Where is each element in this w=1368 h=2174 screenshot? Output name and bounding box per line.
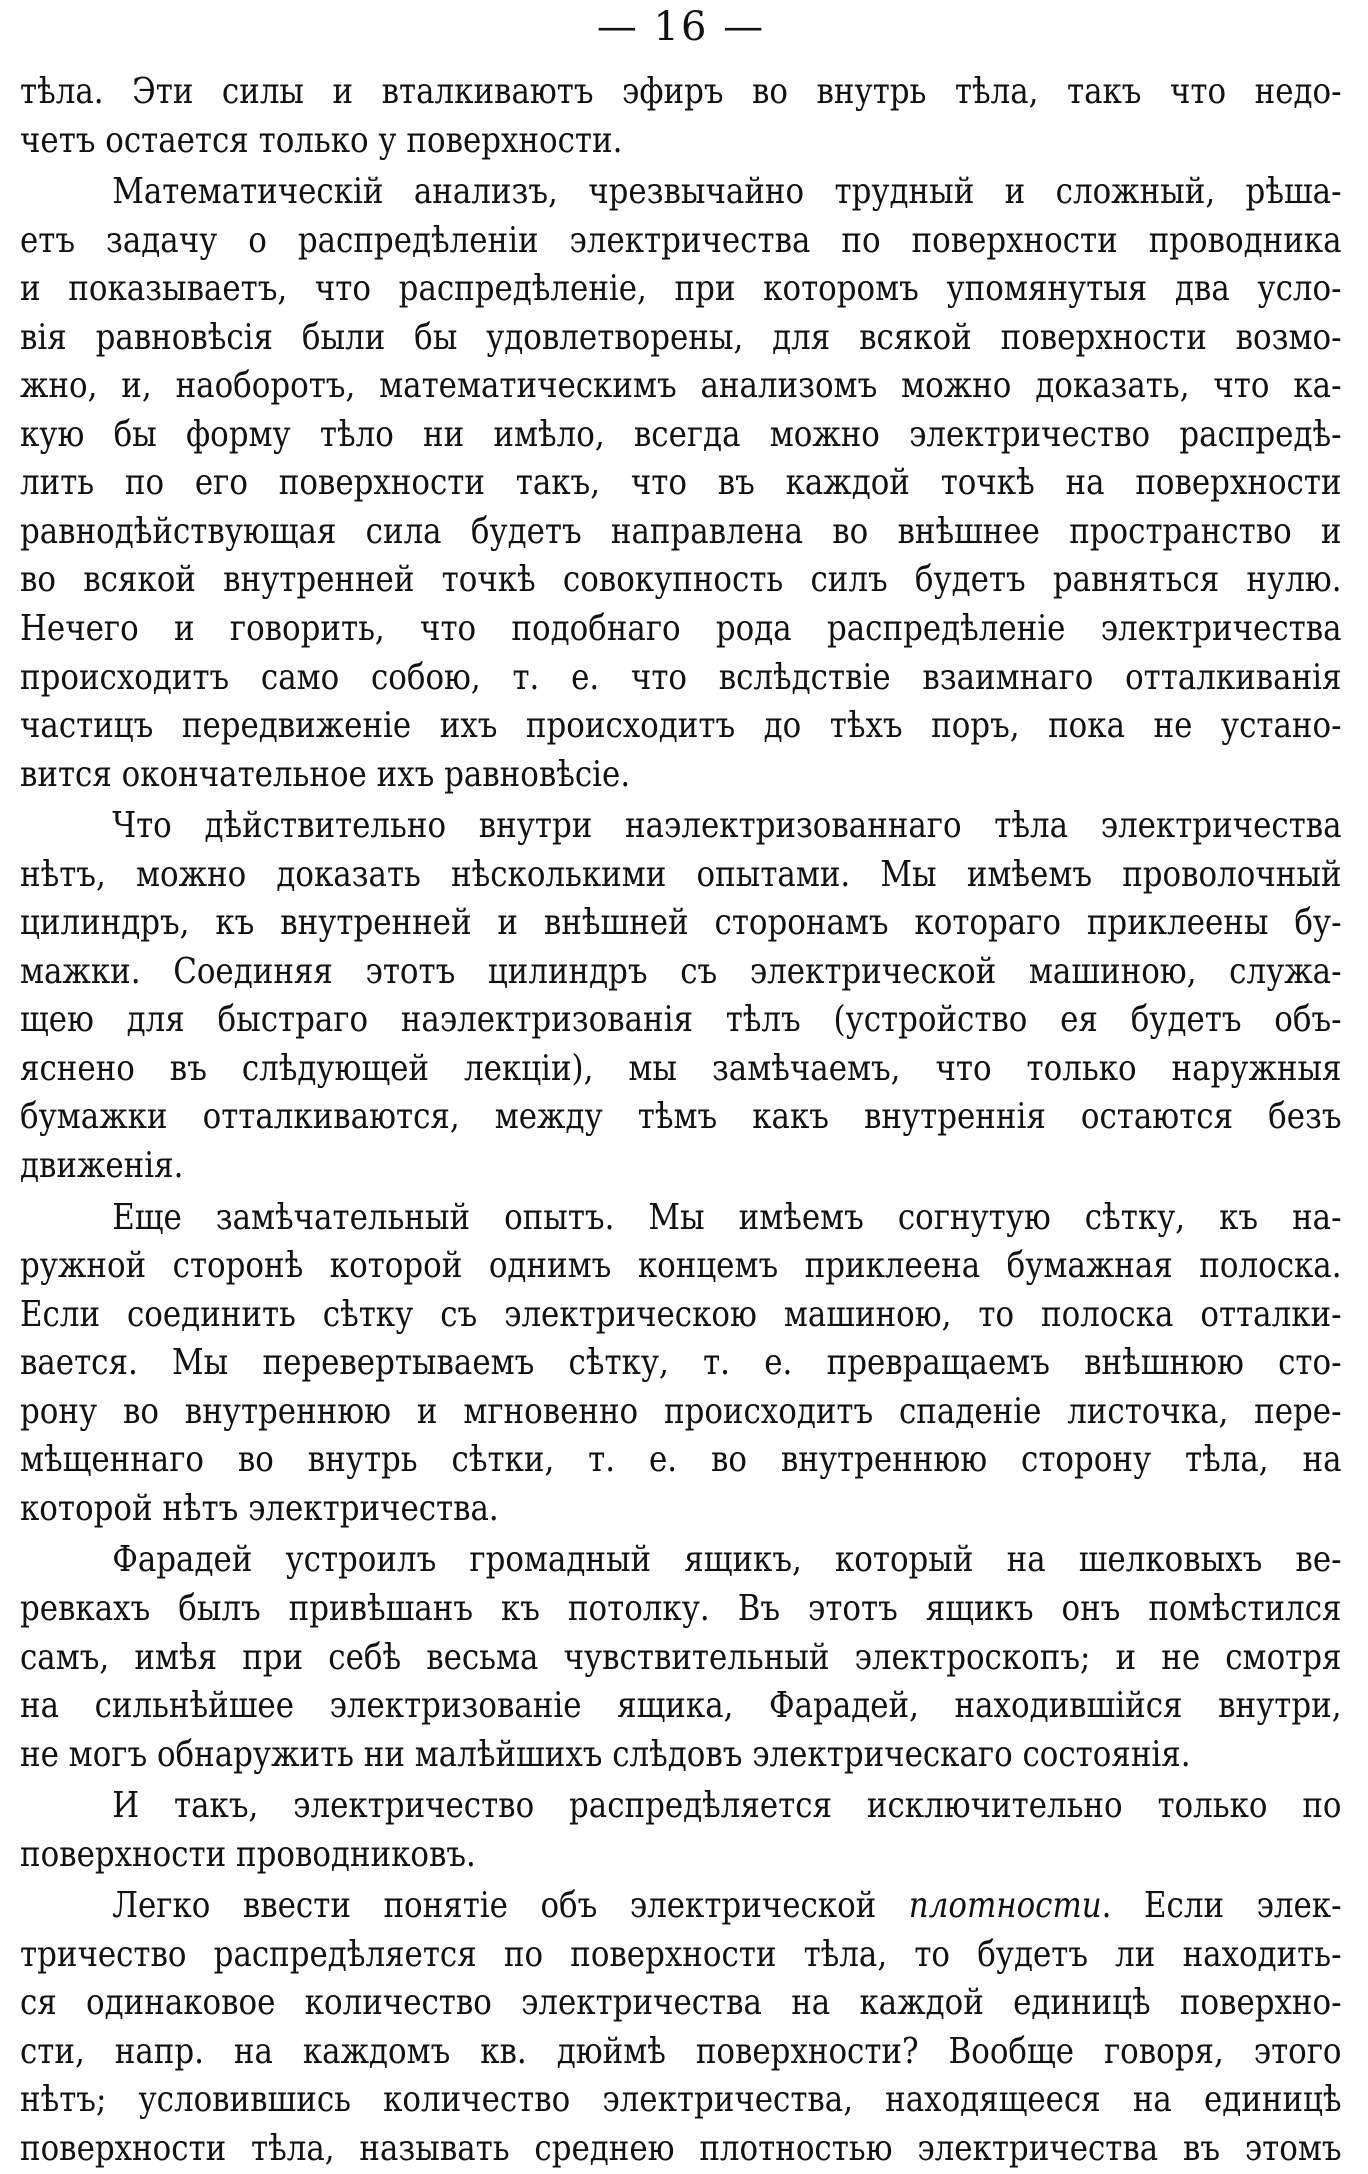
text-fragment: . Если элек-	[1101, 1885, 1342, 1927]
text-line: етъ задачу о распредѣленіи электричества по поверхности проводника	[20, 219, 1342, 261]
text-fragment: Легко ввести понятіе объ электрической	[112, 1885, 909, 1927]
italic-term: плотности	[908, 1885, 1102, 1927]
text-line: кую бы форму тѣло ни имѣло, всегда можно электричество распредѣ-	[20, 413, 1342, 455]
text-line: самъ, имѣя при себѣ весьма чувствительный электроскопъ; и не смотря	[20, 1636, 1342, 1678]
text-line: бумажки отталкиваются, между тѣмъ какъ внутреннія остаются безъ	[20, 1096, 1342, 1138]
text-line: ружной сторонѣ которой однимъ концемъ приклеена бумажная полоска.	[20, 1245, 1342, 1287]
text-line: Математическій анализъ, чрезвычайно трудный и сложный, рѣша-	[112, 171, 1342, 213]
paragraph	[20, 168, 1342, 799]
text-line: происходитъ само собою, т. е. что вслѣдствіе взаимнаго отталкиванія	[20, 656, 1342, 698]
page-number: — 16 —	[596, 4, 766, 50]
paragraph	[20, 1782, 1342, 1879]
text-line: частицъ передвиженіе ихъ происходитъ до тѣхъ поръ, пока не устано-	[20, 705, 1342, 747]
text-line: и показываетъ, что распредѣленіе, при которомъ упомянутыя два усло-	[20, 268, 1342, 310]
text-line: Нечего и говорить, что подобнаго рода распредѣленіе электричества	[20, 608, 1342, 650]
text-line: цилиндръ, къ внутренней и внѣшней сторонамъ котораго приклеены бу-	[20, 902, 1342, 944]
text-line: И такъ, электричество распредѣляется исключительно только по	[112, 1785, 1342, 1827]
paragraph	[20, 802, 1342, 1190]
text-line: яснено въ слѣдующей лекціи), мы замѣчаемъ, что только наружныя	[20, 1047, 1342, 1089]
text-line: ся одинаковое количество электричества на каждой единицѣ поверхно-	[20, 1982, 1342, 2024]
paragraph	[20, 1194, 1342, 1534]
text-line: ревкахъ былъ привѣшанъ къ потолку. Въ этотъ ящикъ онъ помѣстился	[20, 1587, 1342, 1629]
text-line: поверхности тѣла, называть среднею плотностью электричества въ этомъ	[20, 2127, 1342, 2169]
text-line: лить по его поверхности такъ, что въ каждой точкѣ на поверхности	[20, 462, 1342, 504]
text-line	[20, 1882, 1342, 1931]
text-line: щею для быстраго наэлектризованія тѣлъ (устройство ея будетъ объ-	[20, 999, 1342, 1041]
paragraph	[20, 1882, 1342, 2173]
text-line: Фарадей устроилъ громадный ящикъ, который на шелковыхъ ве-	[112, 1539, 1342, 1581]
text-line: равнодѣйствующая сила будетъ направлена во внѣшнее пространство и	[20, 510, 1342, 552]
paragraph	[20, 68, 1342, 165]
text-line: которой нѣтъ электричества.	[20, 1487, 499, 1529]
text-line: вится окончательное ихъ равновѣсіе.	[20, 753, 631, 795]
text-line: Еще замѣчательный опытъ. Мы имѣемъ согнутую сѣтку, къ на-	[112, 1196, 1342, 1238]
text-line: тричество распредѣляется по поверхности тѣла, то будетъ ли находить-	[20, 1933, 1342, 1975]
body-text	[20, 68, 1342, 2174]
text-line: тѣла. Эти силы и вталкиваютъ эфиръ во внутрь тѣла, такъ что недо-	[20, 71, 1342, 112]
text-line: жно, и, наоборотъ, математическимъ анализомъ можно доказать, что ка-	[20, 365, 1342, 407]
text-line: вается. Мы перевертываемъ сѣтку, т. е. превращаемъ внѣшнюю сто-	[20, 1342, 1342, 1384]
text-line: сти, напр. на каждомъ кв. дюймѣ поверхности? Вообще говоря, этого	[20, 2030, 1342, 2072]
text-line: Если соединить сѣтку съ электрическою машиною, то полоска отталки-	[20, 1293, 1342, 1335]
text-line: четъ остается только у поверхности.	[20, 119, 623, 161]
text-line: Что дѣйствительно внутри наэлектризованнаго тѣла электричества	[112, 805, 1342, 847]
text-line: на сильнѣйшее электризованіе ящика, Фарадей, находившійся внутри,	[20, 1685, 1342, 1727]
text-line: нѣтъ; условившись количество электричества, находящееся на единицѣ	[20, 2079, 1342, 2121]
text-line: вія равновѣсія были бы удовлетворены, для всякой поверхности возмо-	[20, 316, 1342, 358]
text-line: мѣщеннаго во внутрь сѣтки, т. е. во внутреннюю сторону тѣла, на	[20, 1439, 1342, 1481]
text-line: рону во внутреннюю и мгновенно происходитъ спаденіе листочка, пере-	[20, 1390, 1342, 1432]
text-line: движенія.	[20, 1145, 184, 1187]
text-line: не могъ обнаружить ни малѣйшихъ слѣдовъ электрическаго состоянія.	[20, 1733, 1191, 1775]
paragraph	[20, 1536, 1342, 1779]
text-line: мажки. Соединяя этотъ цилиндръ съ электрической машиною, служа-	[20, 950, 1342, 992]
text-line: поверхности проводниковъ.	[20, 1833, 476, 1875]
text-line: во всякой внутренней точкѣ совокупность силъ будетъ равняться нулю.	[20, 559, 1342, 601]
text-line: нѣтъ, можно доказать нѣсколькими опытами. Мы имѣемъ проволочный	[20, 853, 1342, 895]
